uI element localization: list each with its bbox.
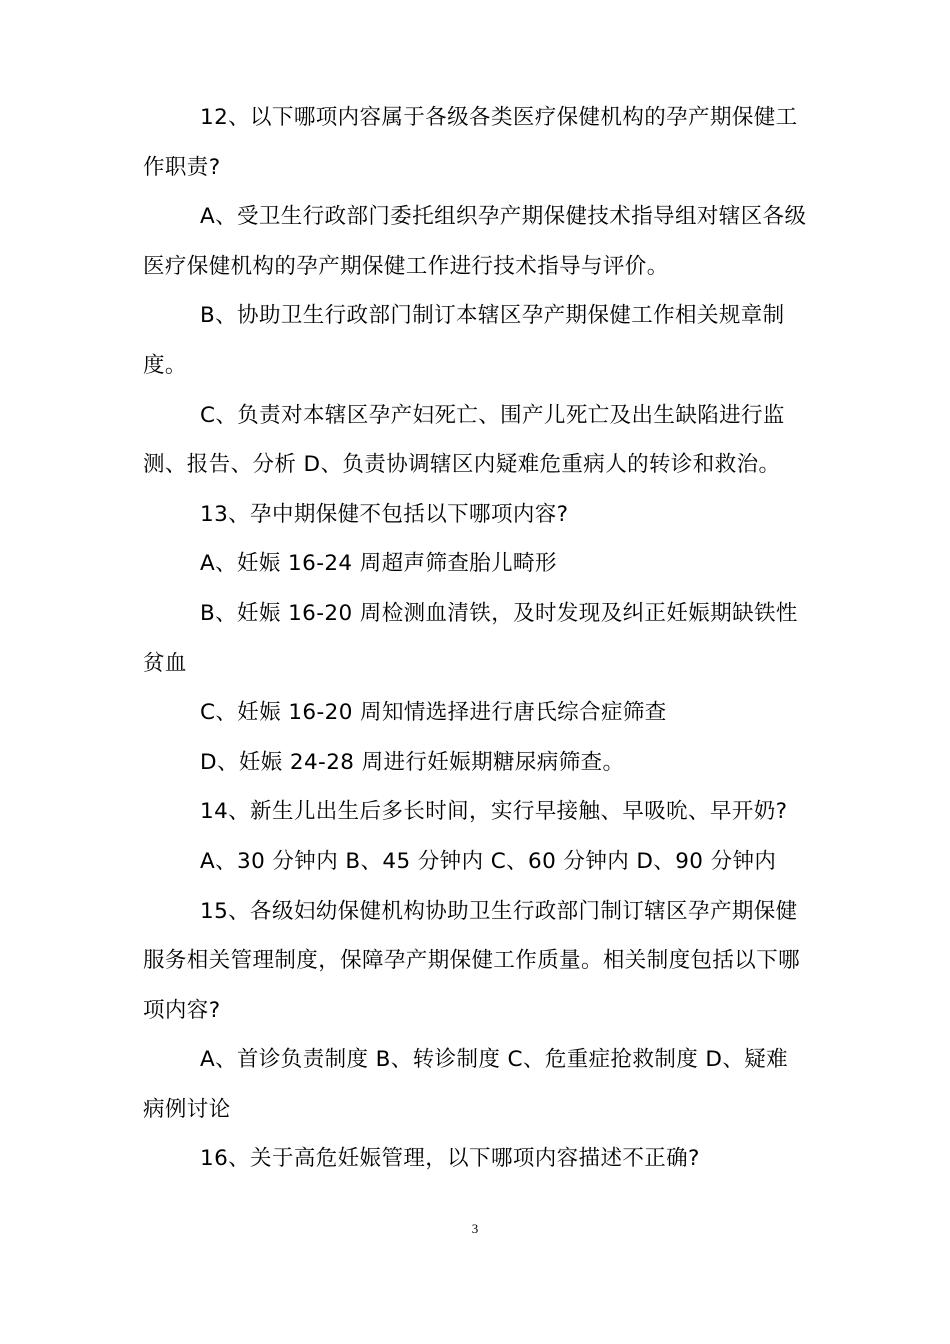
question-15-stem: 15、各级妇幼保健机构协助卫生行政部门制订辖区孕产期保健服务相关管理制度，保障孕产期保健工作质量。相关制度包括以下哪项内容?	[143, 898, 801, 1023]
question-13-option-a: A、妊娠 16-24 周超声筛查胎儿畸形	[200, 551, 557, 577]
question-14-stem: 14、新生儿出生后多长时间，实行早接触、早吸吮、早开奶?	[200, 799, 788, 825]
question-13-option-d: D、妊娠 24-28 周进行妊娠期糖尿病筛查。	[200, 749, 625, 775]
question-12-stem: 12、以下哪项内容属于各级各类医疗保健机构的孕产期保健工作职责?	[143, 105, 798, 180]
question-14-options: A、30 分钟内 B、45 分钟内 C、60 分钟内 D、90 分钟内	[200, 848, 777, 874]
question-13-option-b: B、妊娠 16-20 周检测血清铁，及时发现及纠正妊娠期缺铁性贫血	[143, 600, 798, 676]
question-15-options: A、首诊负责制度 B、转诊制度 C、危重症抢救制度 D、疑难病例讨论	[143, 1047, 789, 1122]
question-12-option-a: A、受卫生行政部门委托组织孕产期保健技术指导组对辖区各级医疗保健机构的孕产期保健工作进行技术指导与评价。	[143, 204, 807, 279]
question-16-stem: 16、关于高危妊娠管理，以下哪项内容描述不正确?	[200, 1146, 700, 1172]
question-13-option-c: C、妊娠 16-20 周知情选择进行唐氏综合症筛查	[200, 700, 667, 726]
page-number: 3	[471, 1221, 479, 1236]
question-12-option-b: B、协助卫生行政部门制订本辖区孕产期保健工作相关规章制度。	[143, 303, 785, 378]
question-12-option-c-d: C、负责对本辖区孕产妇死亡、围产儿死亡及出生缺陷进行监测、报告、分析 D、负责协调辖区内疑难危重病人的转诊和救治。	[143, 402, 785, 478]
document-body	[143, 93, 809, 1184]
question-13-stem: 13、孕中期保健不包括以下哪项内容?	[200, 501, 569, 527]
